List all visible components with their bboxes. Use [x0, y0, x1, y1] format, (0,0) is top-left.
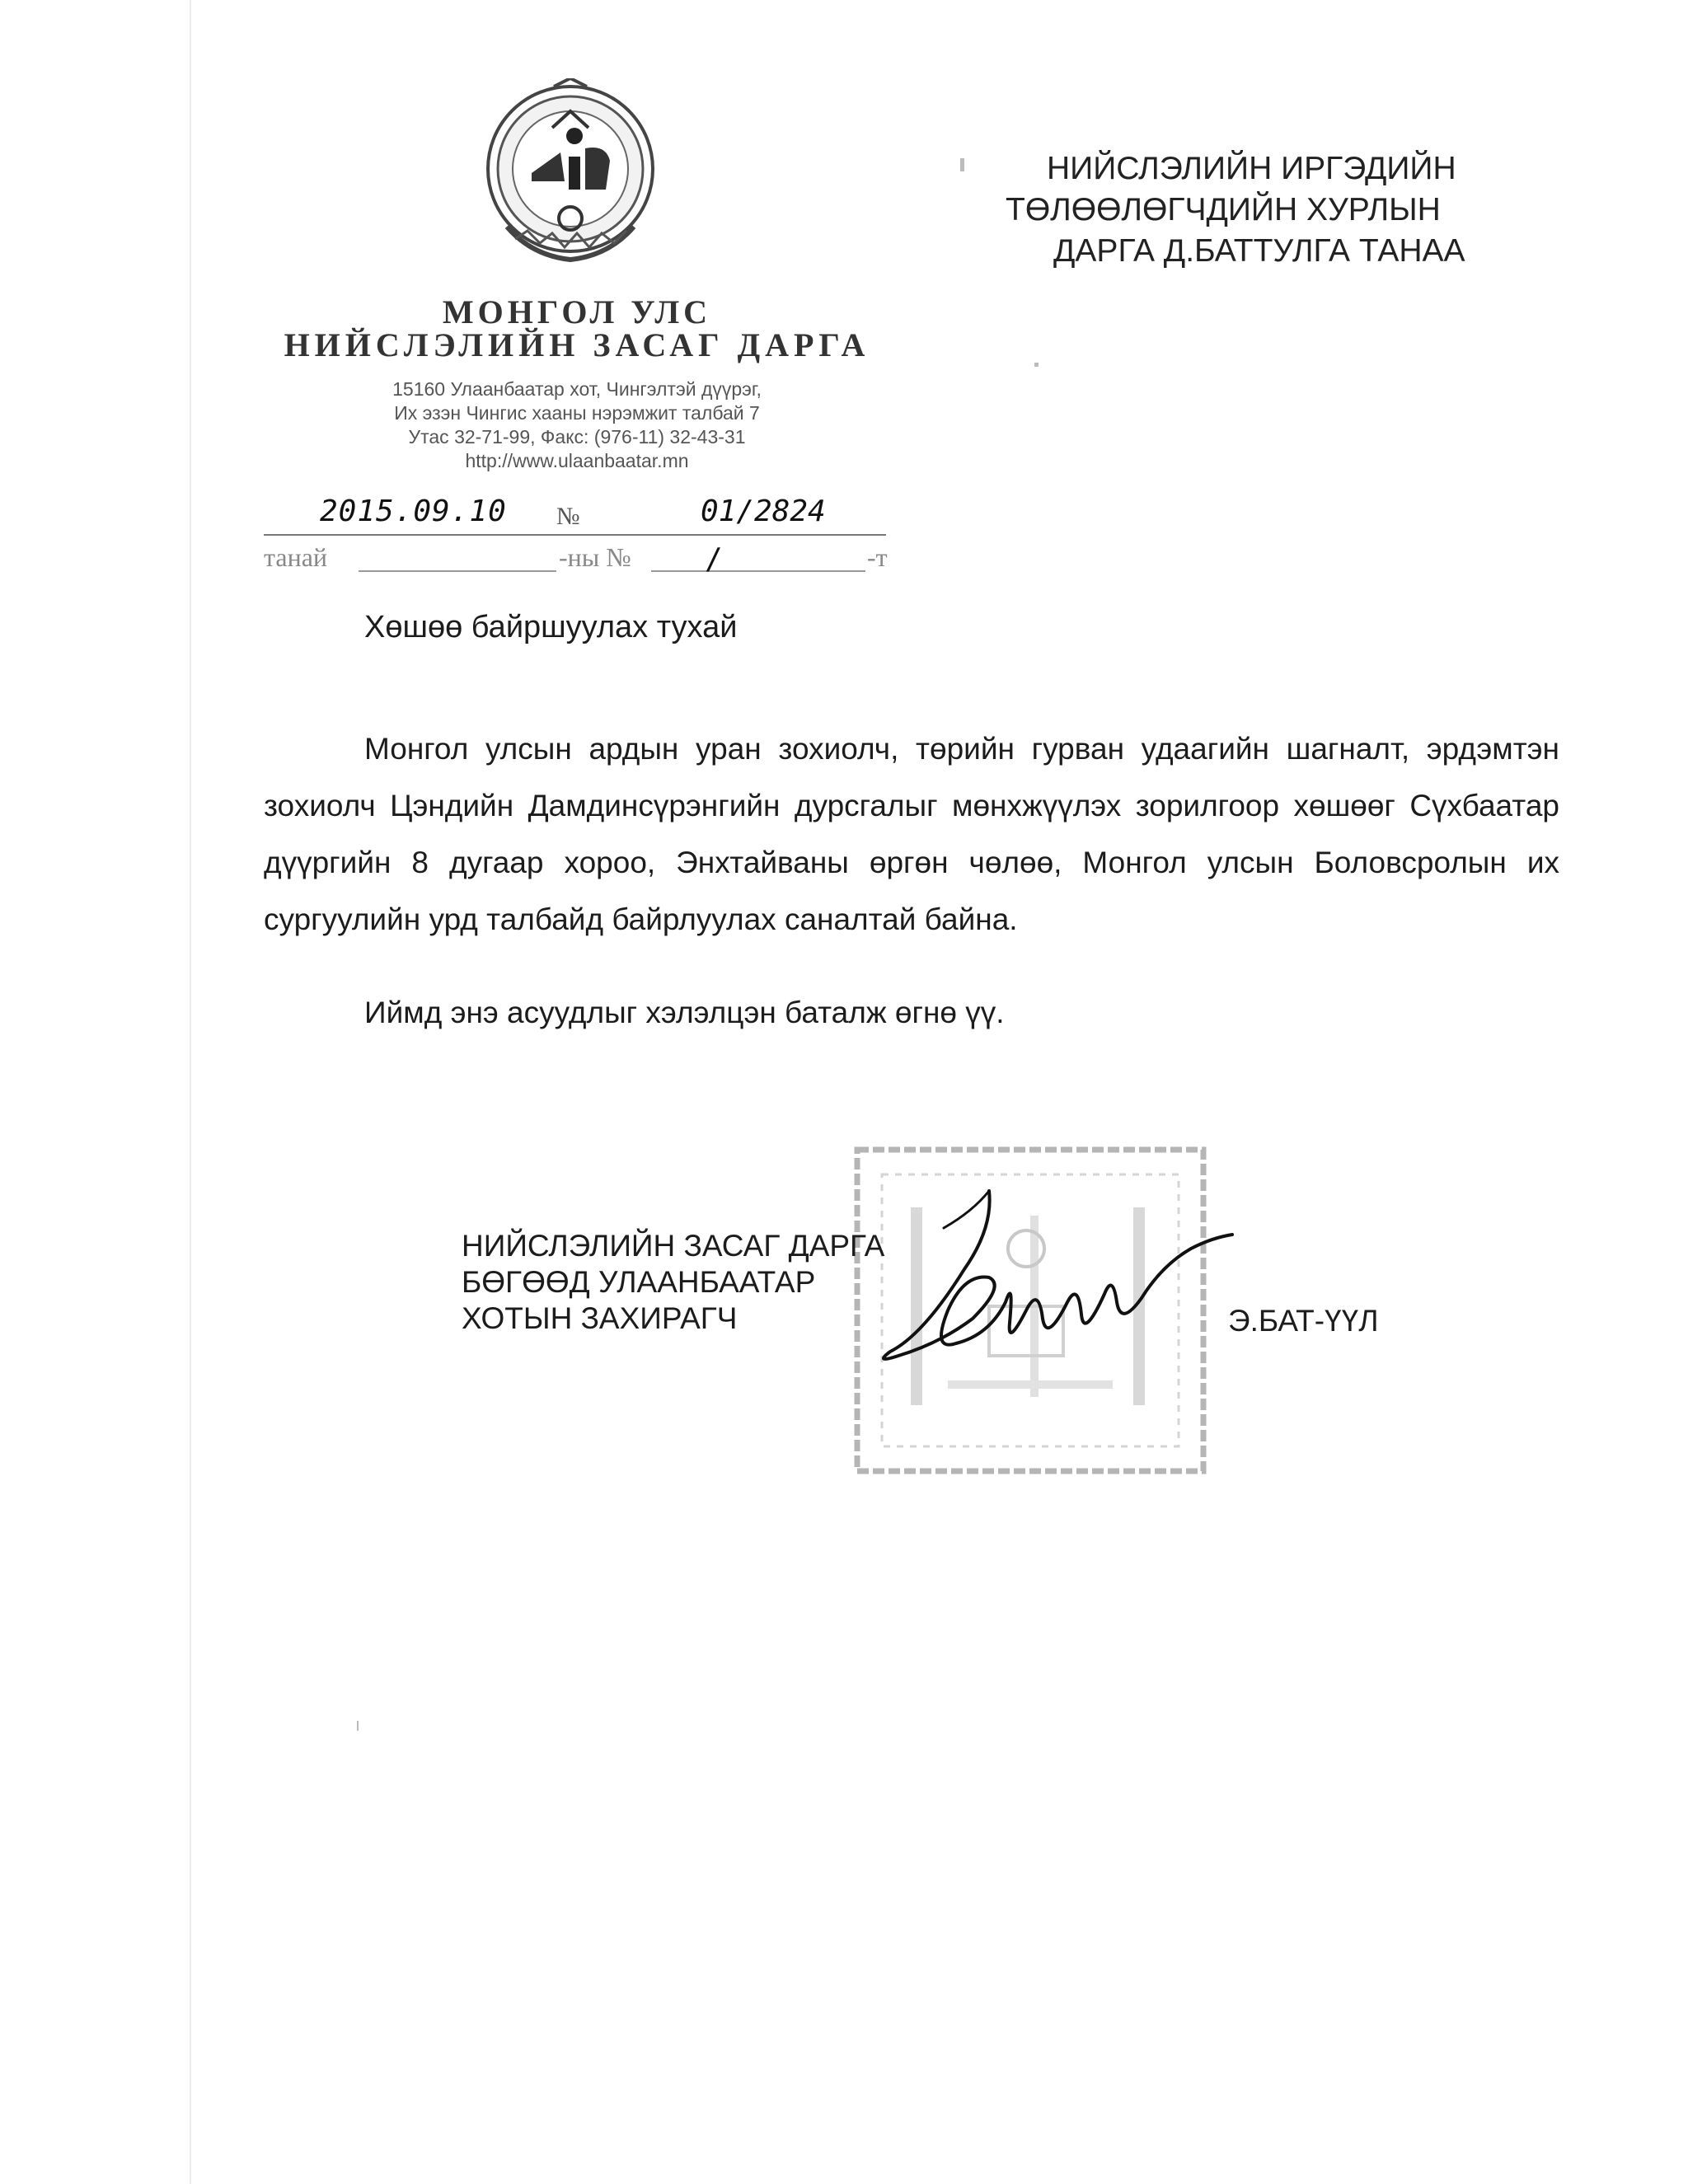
signatory-title: [462, 1228, 884, 1337]
state-emblem-icon: [482, 78, 659, 272]
sender-office: НИЙСЛЭЛИЙН ЗАСАГ ДАРГА: [284, 326, 870, 363]
registration-date: 2015.09.10: [320, 494, 507, 528]
reference-number-blank: [651, 570, 865, 572]
sender-address: [272, 377, 882, 473]
reference-prefix: танай: [264, 542, 328, 572]
recipient-block: [1006, 148, 1533, 272]
reference-suffix: -т: [867, 542, 888, 572]
recipient-line: ТӨЛӨӨЛӨГЧДИЙН ХУРЛЫН: [1006, 192, 1441, 227]
letter-body: Монгол улсын ардын уран зохиолч, төрийн гурван удаагийн шагналт, эрдэмтэн зохиолч Цэндийн Дамдинсүрэнгийн дурсгалыг мөнхжүүлэх зорилгоор хөшөөг Сүхбаатар дүүргийн 8 дугаар хороо, Энхтайваны өргөн чөлөө, Монгол улсын Боловсролын их сургуулийн урд талбайд байрлуулах саналтай байна.: [264, 732, 1559, 936]
reference-middle: -ны №: [559, 542, 631, 572]
page-margin-line: [190, 0, 191, 2184]
signatory-title-line: ХОТЫН ЗАХИРАГЧ: [462, 1301, 738, 1335]
registration-number: 01/2824: [701, 494, 826, 528]
letter-subject: Хөшөө байршуулах тухай: [364, 610, 738, 644]
sender-country: МОНГОЛ УЛС: [442, 293, 712, 330]
signatory-title-line: БӨГӨӨД УЛААНБААТАР: [462, 1265, 816, 1299]
address-line: Их эзэн Чингис хааны нэрэмжит талбай 7: [394, 402, 760, 424]
registration-number-label: №: [556, 503, 580, 530]
signatory-title-line: НИЙСЛЭЛИЙН ЗАСАГ ДАРГА: [462, 1229, 885, 1263]
scan-speck: [357, 1721, 359, 1731]
recipient-line: НИЙСЛЭЛИЙН ИРГЭДИЙН: [1047, 151, 1456, 186]
scan-speck: [1034, 363, 1039, 367]
recipient-line: ДАРГА Д.БАТТУЛГА ТАНАА: [1053, 233, 1465, 269]
letter-closing: Иймд энэ асуудлыг хэлэлцэн баталж өгнө үү.: [364, 996, 1005, 1029]
sender-website: http://www.ulaanbaatar.mn: [465, 450, 689, 471]
address-line: Утас 32-71-99, Факс: (976-11) 32-43-31: [408, 426, 746, 448]
reference-line: [264, 537, 886, 575]
signatory-name: Э.БАТ-ҮҮЛ: [1228, 1304, 1379, 1338]
address-line: 15160 Улаанбаатар хот, Чингэлтэй дүүрэг,: [392, 378, 762, 400]
reference-number: /: [705, 542, 723, 576]
reference-date-blank: [359, 570, 556, 572]
scan-speck: [960, 158, 964, 171]
registration-line: [264, 494, 886, 536]
handwritten-signature-icon: [865, 1179, 1236, 1393]
